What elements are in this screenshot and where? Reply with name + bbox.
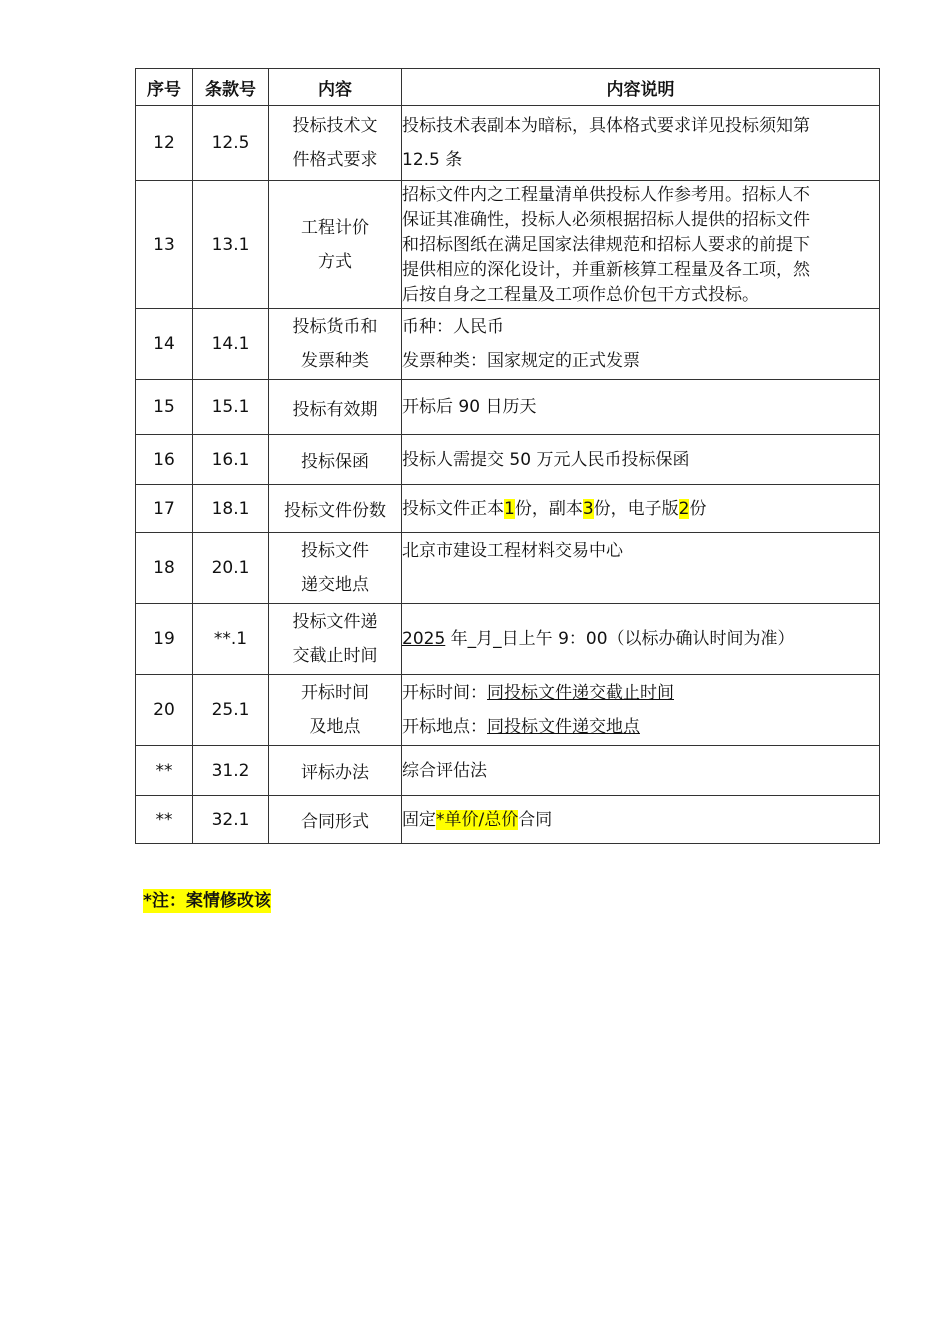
opening-place-label: 开标地点： — [402, 717, 487, 737]
desc-line: 保证其准确性，投标人必须根据招标人提供的招标文件 — [402, 210, 810, 230]
table-row — [136, 380, 880, 435]
opening-time-value: 同投标文件递交截止时间 — [487, 683, 674, 703]
content-line: 方式 — [318, 251, 352, 272]
row-clause: 20.1 — [193, 533, 269, 604]
desc-line: 和招标图纸在满足国家法律规范和招标人要求的前提下 — [402, 235, 810, 255]
bid-terms-table — [135, 68, 880, 844]
row-description — [402, 485, 880, 533]
table-row — [136, 604, 880, 675]
table-row — [136, 181, 880, 309]
row-content: 投标保函 — [269, 435, 402, 485]
desc-line: 发票种类：国家规定的正式发票 — [402, 351, 640, 371]
content-line: 投标文件递 — [292, 612, 378, 632]
row-clause: 25.1 — [193, 675, 269, 746]
desc-text: 份 — [689, 498, 707, 519]
content-line: 投标文件 — [301, 541, 369, 561]
row-description — [402, 604, 880, 675]
row-no: 19 — [136, 604, 193, 675]
content-line: 工程计价 — [301, 217, 369, 238]
row-no: 14 — [136, 309, 193, 380]
row-content: 投标有效期 — [269, 380, 402, 435]
row-description: 综合评估法 — [402, 746, 880, 796]
desc-line: 币种：人民币 — [402, 317, 504, 337]
desc-line — [402, 710, 879, 744]
row-content — [269, 309, 402, 380]
row-content — [269, 181, 402, 309]
content-line: 件格式要求 — [292, 150, 378, 170]
row-clause: 15.1 — [193, 380, 269, 435]
table-row — [136, 675, 880, 746]
header-content: 内容 — [269, 69, 402, 106]
content-line: 发票种类 — [301, 351, 369, 371]
row-clause: 14.1 — [193, 309, 269, 380]
row-content: 评标办法 — [269, 746, 402, 796]
content-line: 开标时间 — [301, 683, 369, 703]
desc-text: 份，副本 — [514, 498, 583, 519]
row-clause: 13.1 — [193, 181, 269, 309]
row-description — [402, 106, 880, 181]
row-description: 投标人需提交 50 万元人民币投标保函 — [402, 435, 880, 485]
row-content: 合同形式 — [269, 796, 402, 844]
electronic-copies-count: 2 — [678, 498, 690, 519]
row-content — [269, 106, 402, 181]
contract-type-highlight: *单价/总价 — [436, 809, 519, 830]
row-no: ** — [136, 746, 193, 796]
row-no: 13 — [136, 181, 193, 309]
row-clause: 32.1 — [193, 796, 269, 844]
original-copies-count: 1 — [504, 498, 515, 519]
opening-time-label: 开标时间： — [402, 683, 487, 703]
row-description — [402, 181, 880, 309]
header-description: 内容说明 — [402, 69, 880, 106]
desc-line — [402, 676, 879, 710]
desc-line: 提供相应的深化设计，并重新核算工程量及各工项，然 — [402, 260, 810, 280]
table-row — [136, 106, 880, 181]
row-content — [269, 604, 402, 675]
duplicate-copies-count: 3 — [582, 498, 594, 519]
row-description: 开标后 90 日历天 — [402, 380, 880, 435]
content-line: 交截止时间 — [292, 646, 378, 666]
row-no: 16 — [136, 435, 193, 485]
content-line: 递交地点 — [301, 575, 369, 595]
content-line: 投标技术文 — [292, 116, 378, 136]
deadline-year: 2025 — [402, 629, 446, 649]
desc-line: 招标文件内之工程量清单供投标人作参考用。招标人不 — [402, 185, 810, 205]
row-description — [402, 796, 880, 844]
header-clause: 条款号 — [193, 69, 269, 106]
row-no: 18 — [136, 533, 193, 604]
desc-text: 固定 — [402, 809, 436, 830]
row-no: 15 — [136, 380, 193, 435]
row-no: 12 — [136, 106, 193, 181]
row-no: ** — [136, 796, 193, 844]
row-no: 17 — [136, 485, 193, 533]
desc-text: 投标文件正本 — [402, 498, 504, 519]
table-row — [136, 746, 880, 796]
desc-text: 年_月_日上午 9：00（以标办确认时间为准） — [445, 629, 795, 649]
table-row — [136, 309, 880, 380]
row-no: 20 — [136, 675, 193, 746]
row-description — [402, 309, 880, 380]
row-clause: 16.1 — [193, 435, 269, 485]
content-line: 投标货币和 — [292, 317, 378, 337]
table-row — [136, 533, 880, 604]
table-row — [136, 796, 880, 844]
desc-text: 合同 — [518, 809, 553, 830]
row-content: 投标文件份数 — [269, 485, 402, 533]
desc-line: 后按自身之工程量及工项作总价包干方式投标。 — [402, 285, 759, 305]
row-clause: 31.2 — [193, 746, 269, 796]
opening-place-value: 同投标文件递交地点 — [487, 717, 640, 737]
header-no: 序号 — [136, 69, 193, 106]
desc-line: 投标技术表副本为暗标，具体格式要求详见投标须知第 — [402, 116, 810, 136]
note-text: *注：案情修改该 — [143, 891, 271, 911]
row-description — [402, 675, 880, 746]
row-content — [269, 675, 402, 746]
table-header-row — [136, 69, 880, 106]
table-row — [136, 485, 880, 533]
row-clause: **.1 — [193, 604, 269, 675]
row-content — [269, 533, 402, 604]
desc-text: 份，电子版 — [593, 498, 679, 519]
content-line: 及地点 — [309, 717, 361, 737]
row-description: 北京市建设工程材料交易中心 — [402, 533, 880, 604]
row-clause: 12.5 — [193, 106, 269, 181]
table-row — [136, 435, 880, 485]
desc-line: 12.5 条 — [402, 150, 463, 170]
row-clause: 18.1 — [193, 485, 269, 533]
